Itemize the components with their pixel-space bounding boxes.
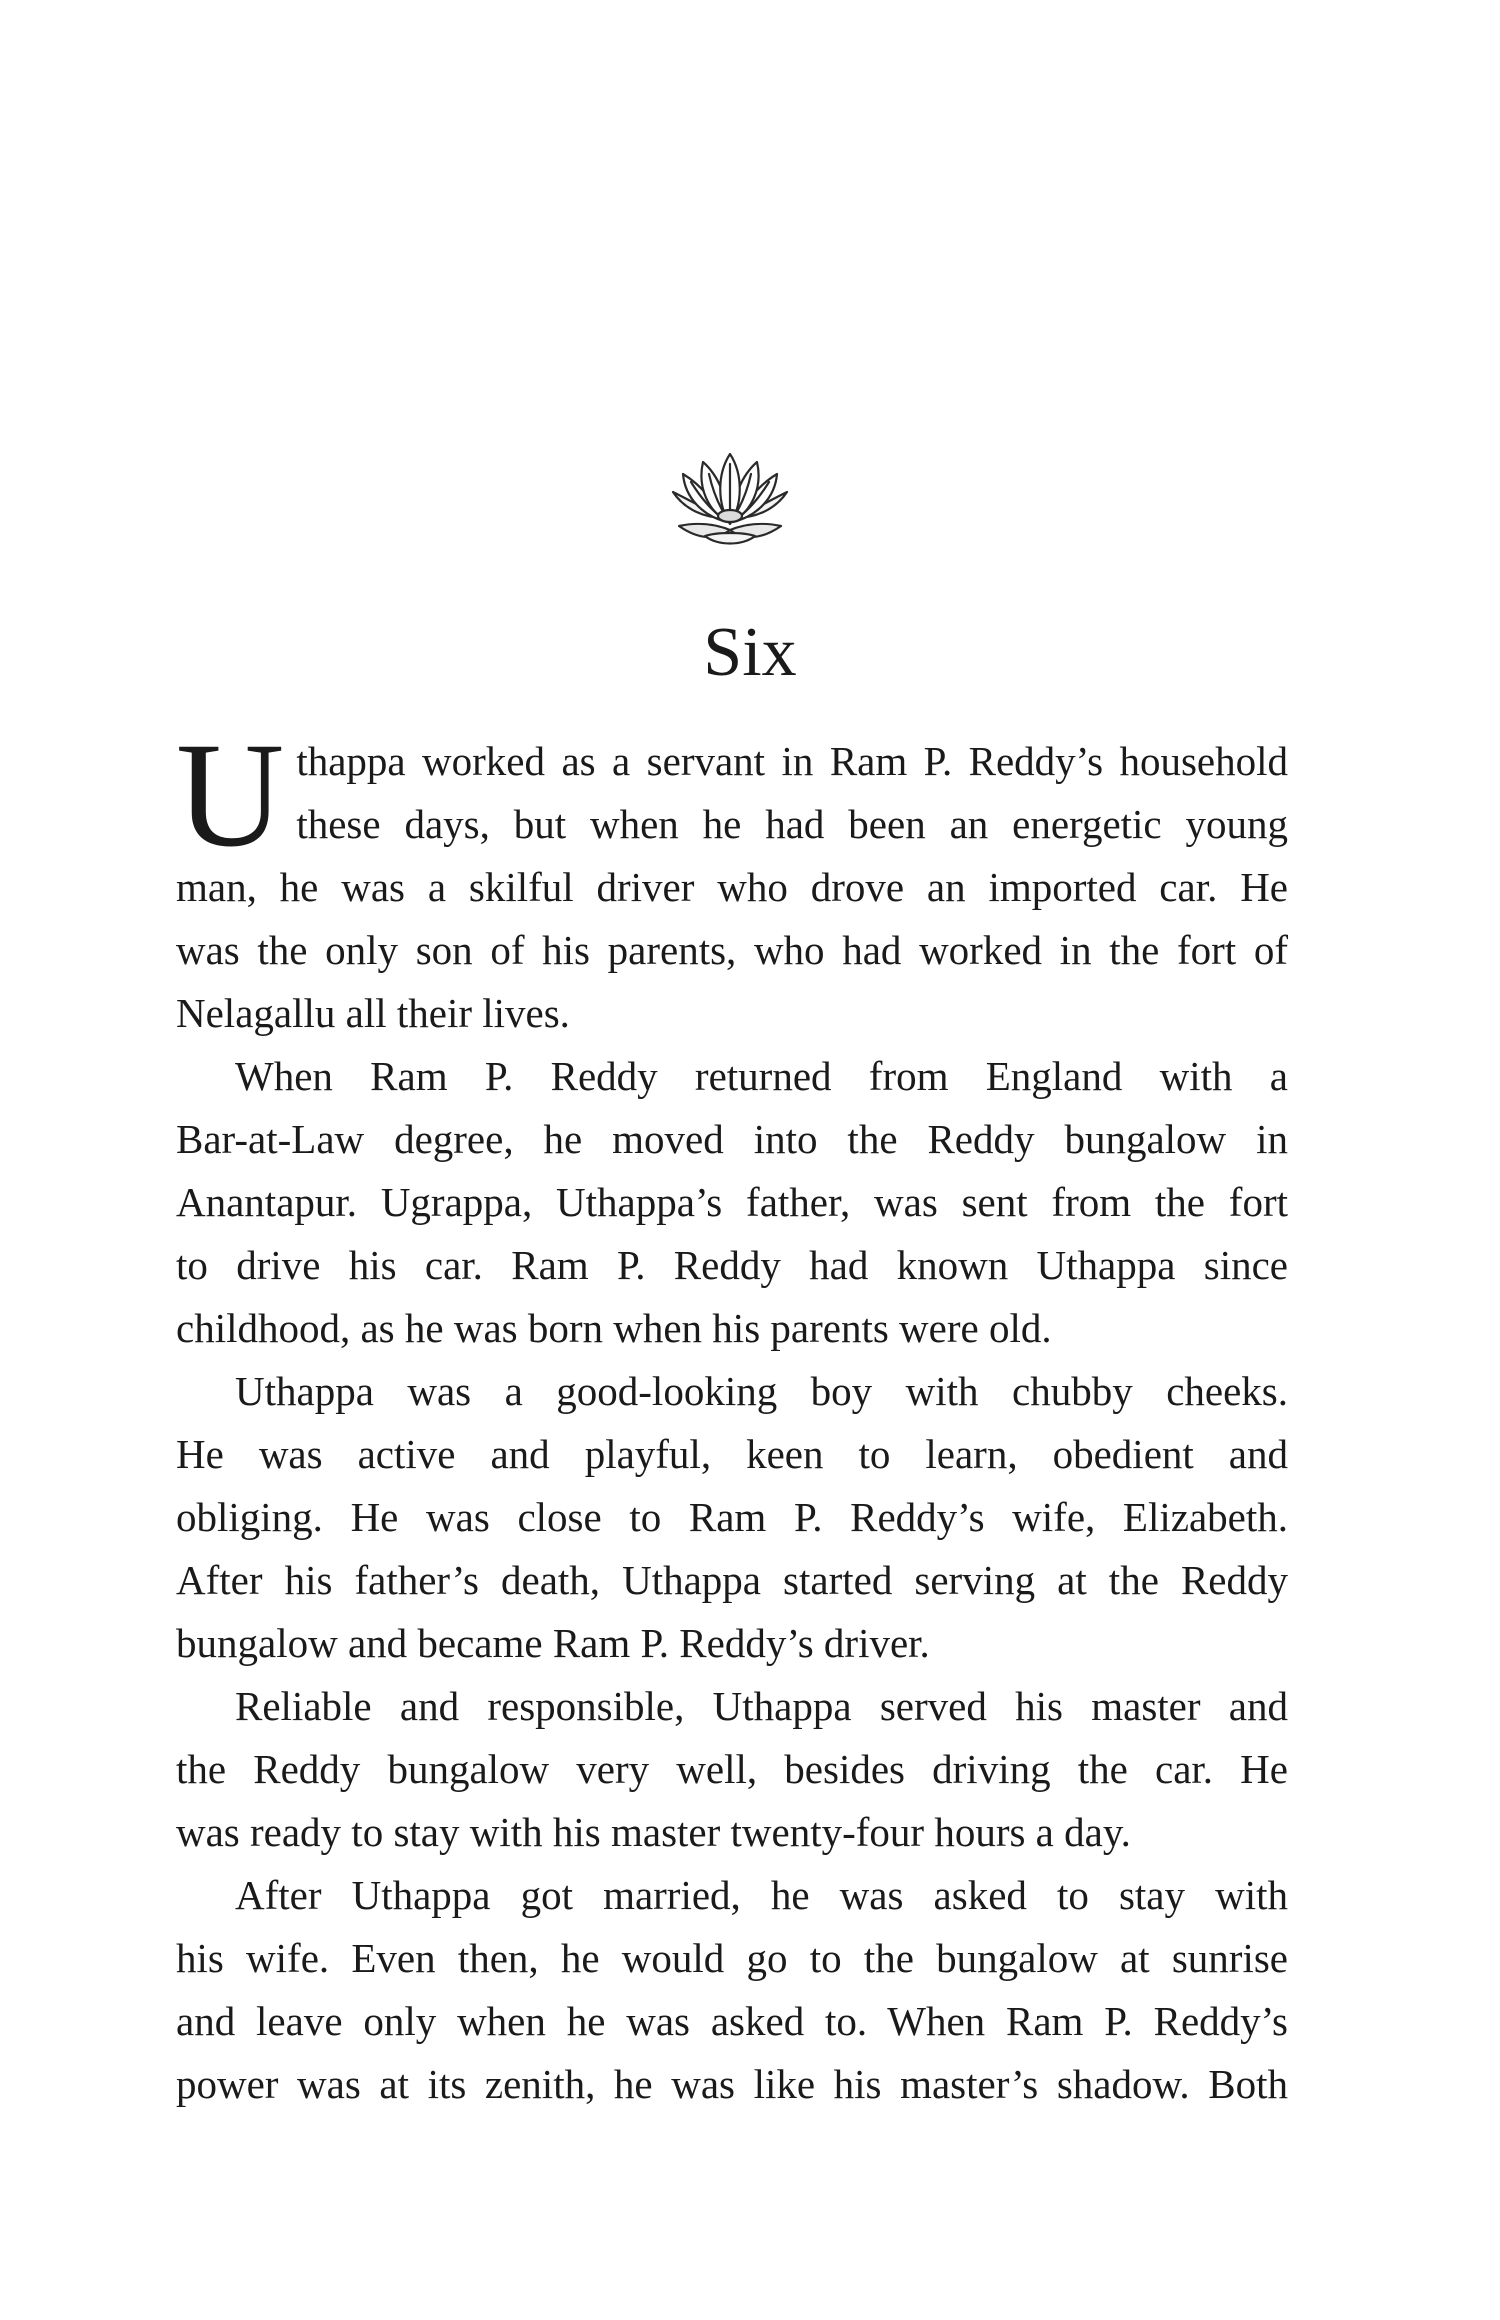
text-line: Anantapur. Ugrappa, Uthappa’s father, was sent from the fort xyxy=(176,1179,1288,1225)
text-line: his wife. Even then, he would go to the bungalow at sunrise xyxy=(176,1935,1288,1981)
text-line: Bar-at-Law degree, he moved into the Reddy bungalow in xyxy=(176,1116,1288,1162)
paragraph-5 xyxy=(176,1864,1288,2116)
text-line: Reliable and responsible, Uthappa served his master and xyxy=(235,1683,1288,1729)
paragraph-4 xyxy=(176,1675,1288,1864)
text-line: to drive his car. Ram P. Reddy had known Uthappa since xyxy=(176,1242,1288,1288)
text-line: and leave only when he was asked to. When Ram P. Reddy’s xyxy=(176,1998,1288,2044)
text-line: was the only son of his parents, who had worked in the fort of xyxy=(176,927,1288,973)
text-line: childhood, as he was born when his parents were old. xyxy=(176,1305,1052,1351)
lotus-icon xyxy=(665,452,795,548)
text-line: When Ram P. Reddy returned from England with a xyxy=(235,1053,1288,1099)
chapter-title: Six xyxy=(703,614,797,691)
drop-cap: U xyxy=(176,712,285,878)
text-line: thappa worked as a servant in Ram P. Reddy’s household xyxy=(296,738,1288,784)
text-line: Nelagallu all their lives. xyxy=(176,990,570,1036)
text-line: He was active and playful, keen to learn, obedient and xyxy=(176,1431,1288,1477)
text-line: these days, but when he had been an energetic young xyxy=(296,801,1288,847)
text-line: man, he was a skilful driver who drove an imported car. He xyxy=(176,864,1288,910)
paragraph-3 xyxy=(176,1360,1288,1675)
text-line: power was at its zenith, he was like his master’s shadow. Both xyxy=(176,2061,1288,2107)
chapter-body xyxy=(176,712,1288,2116)
text-line: obliging. He was close to Ram P. Reddy’s wife, Elizabeth. xyxy=(176,1494,1288,1540)
text-line: bungalow and became Ram P. Reddy’s driver. xyxy=(176,1620,930,1666)
text-line: was ready to stay with his master twenty-four hours a day. xyxy=(176,1809,1131,1855)
text-line: the Reddy bungalow very well, besides driving the car. He xyxy=(176,1746,1288,1792)
text-line: Uthappa was a good-looking boy with chubby cheeks. xyxy=(235,1368,1288,1414)
text-line: After Uthappa got married, he was asked to stay with xyxy=(235,1872,1288,1918)
text-line: After his father’s death, Uthappa started serving at the Reddy xyxy=(176,1557,1288,1603)
paragraph-1 xyxy=(176,712,1288,1045)
paragraph-2 xyxy=(176,1045,1288,1360)
